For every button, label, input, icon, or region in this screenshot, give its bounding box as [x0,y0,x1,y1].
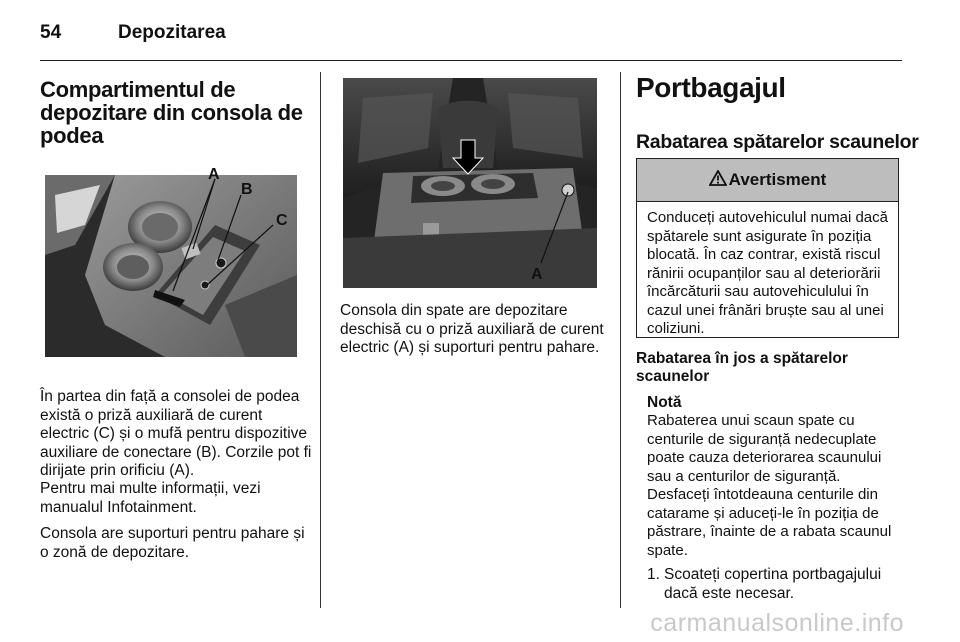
image-label-a-rear: A [531,266,543,283]
col1-heading: Compartimentul de depozitare din consola de podea [40,77,303,148]
note-text: Rabaterea unui scaun spate cu centurile de siguranță nedecuplate poate cauza deteriorarea scaunului sau a centurilor de siguranță. Desfaceți întotdeauna centurile din catarame și aduceți-le în poziția de păstrare, înainte de a rabata scaunul spate. [647,412,892,559]
warning-box [636,158,899,338]
image-label-c: C [276,212,288,229]
col1-paragraph-3: Consola are suporturi pentru pahare și o zonă de depozitare. [40,525,305,561]
column-divider-2 [620,72,621,608]
warning-text: Conduceți autovehiculul numai dacă spătarele sunt asigurate în poziția blocată. În caz contrar, există riscul rănirii ocupanților sau al deteriorării încărcăturii sau autovehiculului în cazul unei frânări bruște sau al unei coliziuni. [647,209,888,337]
page-number: 54 [40,22,62,43]
col1-paragraph-2: Pentru mai multe informații, vezi manualul Infotainment. [40,480,261,516]
watermark: carmanualsonline.info [650,609,904,637]
col3-subheading: Rabatarea în jos a spătarelor scaunelor [636,350,848,385]
col1-paragraph-1: În partea din față a consolei de podea există o priză auxiliară de curent electric (C) și o mufă pentru dispozitive auxiliare de conectare (B). Corzile pot fi dirijate prin orificiu (A). [40,388,312,479]
warning-header [637,159,898,202]
note-label: Notă [647,394,682,411]
column-divider-1 [320,72,321,608]
image-label-b: B [241,181,253,198]
header-rule [40,60,902,61]
image-label-a: A [208,166,220,183]
warning-title: Avertisment [728,170,827,189]
step-number: 1. [647,566,660,583]
rear-console-photo [343,78,597,288]
col3-title: Portbagajul [636,72,786,103]
step-text: Scoateți copertina portbagajului dacă este necesar. [664,566,882,602]
col3-subtitle: Rabatarea spătarelor scaunelor [636,131,919,153]
section-title: Depozitarea [118,22,226,43]
col2-caption: Consola din spate are depozitare deschisă cu o priză auxiliară de curent electric (A) și suporturi pentru pahare. [340,302,604,356]
warning-triangle-icon [709,170,727,191]
front-console-illustration [45,175,297,357]
front-console-photo [45,175,297,357]
rear-console-illustration [343,78,597,288]
